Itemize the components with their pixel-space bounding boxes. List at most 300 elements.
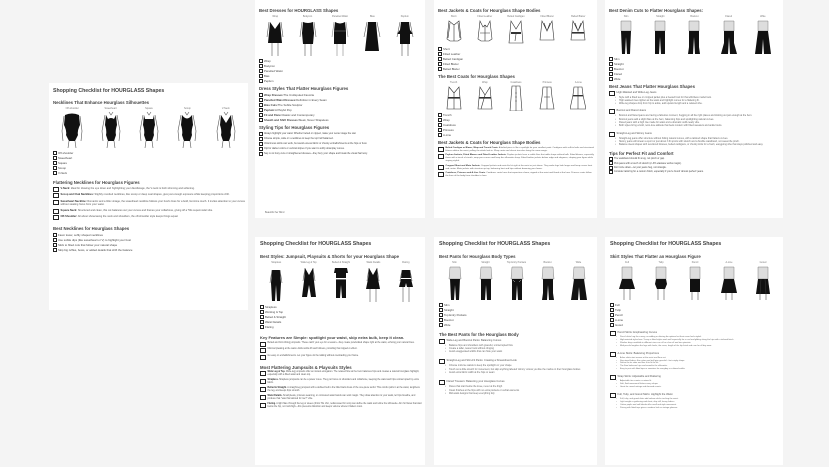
checkbox[interactable] xyxy=(259,108,263,112)
checklist-item[interactable]: Go easy on embellishments. Let your figure do the talking without overloading your frame. xyxy=(260,355,422,360)
checklist-item[interactable]: Waist Details xyxy=(260,319,422,324)
checklist-item[interactable]: Slim xyxy=(609,56,780,61)
checklist-item[interactable]: Minimal pleating at the waist. Adds subtle lift and fullness, providing that nipped-in effect. xyxy=(260,348,422,353)
checkbox[interactable] xyxy=(609,166,613,170)
figure-coatdress: Coatdress xyxy=(500,81,531,111)
checkbox[interactable] xyxy=(260,403,266,408)
checklist-item[interactable]: Flared Trousers: Balancing your Hourglass Curves xyxy=(439,380,594,385)
section-heading: Flattering Necklines for Hourglass Figures xyxy=(53,180,140,185)
checkbox[interactable] xyxy=(259,64,263,68)
bullet: • Balance hips and shoulders with graceful, uninterrupted flow xyxy=(439,344,594,347)
pants-figure-row xyxy=(439,261,594,301)
page-title: Shopping Checklist for HOURGLASS Shapes xyxy=(53,88,165,94)
checkbox[interactable] xyxy=(438,57,442,61)
checklist-item[interactable]: Wrap xyxy=(259,58,421,63)
checkbox[interactable] xyxy=(438,52,442,56)
coat-figure-row xyxy=(438,81,594,111)
page-denim xyxy=(605,0,783,218)
figure-wrap-dress: Wrap xyxy=(259,15,291,57)
checklist-item[interactable]: Wide xyxy=(609,76,780,81)
figure-flared-jeans: Flared xyxy=(712,15,746,55)
page-title: Shopping Checklist for HOURGLASS Shapes xyxy=(260,241,372,247)
checkbox[interactable] xyxy=(259,152,263,156)
section-heading: Best Denim Cuts to Flatter Hourglass Shapes: xyxy=(609,8,704,13)
figure-v-neck: V-Neck xyxy=(207,107,245,149)
bullet: • Cotton poplin and soft blends offer swell and style movement. xyxy=(610,404,780,407)
pants-icon xyxy=(508,265,526,301)
figure-straight-jeans: Straight xyxy=(643,15,677,55)
page-pants xyxy=(434,237,597,465)
checklist-item[interactable]: Princess xyxy=(438,127,594,132)
checkbox[interactable] xyxy=(438,172,444,177)
checklist-item[interactable]: Belted Cardigan or Blazer, Wrap and Trench Coats. A belted piece is like a spotlight for your smallest point. Cardigans with self-tie belts and structured blazers define the waist, pulling the whole look in. Wrap coats and classic trenches bring the same magic. xyxy=(438,147,594,153)
checklist-item[interactable]: Belted & Straight xyxy=(260,314,422,319)
checklist-item[interactable]: Bootcut xyxy=(439,317,594,322)
dress-tips xyxy=(259,131,421,156)
section-heading: Styling Tips for Hourglass Figures xyxy=(259,125,330,130)
dress-icon xyxy=(266,19,284,57)
bullet: • Balance sleek shapes with oversized blouses, belted cardigans, or chunky knits for a fresh, easygoing vibe that stays polished and easy. xyxy=(609,143,780,146)
checkbox[interactable] xyxy=(260,379,266,384)
checkbox[interactable] xyxy=(260,325,264,329)
figure-full-skirt: Full xyxy=(610,261,644,301)
page-skirts xyxy=(605,237,783,465)
checklist-item[interactable]: Straight xyxy=(439,307,594,312)
neckline-checklist xyxy=(53,150,245,175)
checklist-item[interactable]: Stick to fitted cuts that follow your natural shape xyxy=(53,242,245,247)
page-title: Shopping Checklist for HOURGLASS Shapes xyxy=(610,241,722,247)
checklist-item[interactable]: Short xyxy=(438,46,594,51)
checklist-item[interactable]: Panelled Waist Dresses: Definition in Every Seam xyxy=(259,97,421,102)
jacket-figure-row xyxy=(438,15,594,45)
checkbox[interactable] xyxy=(53,151,57,155)
jacket-icon xyxy=(570,19,586,45)
checklist-item[interactable]: Bias xyxy=(259,73,421,78)
checklist-item[interactable]: Waist Details. Small pleats, princess seaming, or contoured waist bands can work magic. They draw attention to your waist, let hips breathe, and produce that "was this tailored for me?" vibe. xyxy=(260,395,422,401)
section-heading: Skirt Styles That Flatter an Hourglass Figure xyxy=(610,254,701,259)
figure-top-entry-pockets-pants: Top Entry Pockets xyxy=(501,261,532,301)
checkbox[interactable] xyxy=(438,47,442,51)
checkbox[interactable] xyxy=(259,147,263,151)
checklist-item[interactable]: Sweetheart Neckline: Romantic and a little vintage, the sweetheart neckline follows your bust's lines for a bold, feminine touch. It invites attention to your curves without stealing focus from your waist. xyxy=(53,200,245,207)
checklist-item[interactable]: Say no to boxy cuts or straightened dresses—they bury your shape and break the visual harmony. xyxy=(259,151,421,156)
checkbox[interactable] xyxy=(53,209,59,214)
checklist-item[interactable]: V-Neck xyxy=(53,170,245,175)
checklist-item[interactable]: Don't size down—let your jeans hug, not strangle. xyxy=(609,165,780,169)
pants-checklist xyxy=(439,302,594,327)
checkbox[interactable] xyxy=(609,170,613,174)
page-necklines xyxy=(49,83,248,310)
figure-belted-blazer: Belted Blazer xyxy=(563,15,594,45)
checklist-item[interactable]: Cropped Short and Moto Jackets. Cropped jackets and moto fits hit right at the waist or just above. They make legs look longer and keep curves front and center. Moto jackets with structure up top, balancing bust and hips without drowning your frame. xyxy=(438,165,594,171)
checklist-item[interactable]: Bootcut and Flared Jeans xyxy=(609,109,780,114)
bullet: • Flares that start below the knee, never at the thigh xyxy=(439,385,594,388)
section-heading: Dress Styles That Flatter Hourglass Figures xyxy=(259,86,349,91)
bodysuit-icon xyxy=(100,111,122,149)
bullet: • Pairing with fitted tops gives a modern look or vintage glamour. xyxy=(610,407,780,410)
bullet: • Bootcut jeans add a slight flare at the hem, balancing hips and spotlighting natural curves. xyxy=(609,118,780,121)
checkbox[interactable] xyxy=(439,313,443,317)
checkbox[interactable] xyxy=(438,113,442,117)
checkbox[interactable] xyxy=(259,142,263,146)
checkbox[interactable] xyxy=(260,355,266,360)
checklist-item[interactable]: Coatdress, Princess and A-Line Coats. Coatdress coats have that equestrian charm, nipped at the waist and flared at the hem. Princess coats follow the lines of the body from shoulder to hem. xyxy=(438,172,594,178)
checkbox[interactable] xyxy=(259,137,263,141)
bullet: • The flare balances hips and smooths the silhouette. xyxy=(610,365,780,368)
checkbox[interactable] xyxy=(610,323,614,327)
section-heading: Best Dresses for HOURGLASS Shapes xyxy=(259,8,339,13)
checkbox[interactable] xyxy=(439,323,443,327)
checklist-item[interactable]: Square Neck: Structured and clean, this cut balances out your curves and frames your collarbone, giving off a '50s supermodel vibe. xyxy=(53,209,245,214)
checklist-item[interactable]: High-Waisted and Wide-Leg Jeans xyxy=(609,91,780,96)
checkbox[interactable] xyxy=(53,171,57,175)
figure-fitted-leather-jacket: Fitted Leather xyxy=(469,15,500,45)
section-heading: Most Flattering Jumpsuits & Playsuits Styles xyxy=(260,364,352,370)
checkbox[interactable] xyxy=(609,67,613,71)
jacket-icon xyxy=(446,19,462,45)
checkbox[interactable] xyxy=(438,62,442,66)
checkbox[interactable] xyxy=(438,133,442,137)
checkbox[interactable] xyxy=(259,59,263,63)
figure-bootcut-pants: Bootcut xyxy=(532,261,563,301)
jeans-icon xyxy=(754,19,772,55)
bodysuit-icon xyxy=(176,111,198,149)
jacket-icon xyxy=(508,19,524,45)
figure-bootcut-jeans: Bootcut xyxy=(677,15,711,55)
checkbox[interactable] xyxy=(609,62,613,66)
skirt-checklist xyxy=(610,302,780,327)
checklist-item[interactable]: Wrap xyxy=(438,117,594,122)
dress-icon xyxy=(396,19,414,57)
section-heading: Key Features are Simple: spotlight your waist, skip extra bulk, keep it clean. xyxy=(260,335,405,340)
checkbox[interactable] xyxy=(259,103,263,107)
checklist-item[interactable]: Straight xyxy=(609,61,780,66)
bullet: • Clean finishes at the hips with no extra pockets or verbal elements xyxy=(439,389,594,392)
figure-bodycon-dress: Bodycon xyxy=(291,15,323,57)
bullet: • Touch out a little stretch for movement, but skip anything labeled 'skinny' unless you like the marks on their hourglass bodies xyxy=(439,368,594,371)
checkbox[interactable] xyxy=(260,320,264,324)
checklist-item[interactable]: Fitted Blazer xyxy=(438,61,594,66)
checklist-item[interactable]: Straight-Leg and Slim-Fit Pants: Creating a Streamlined Look xyxy=(439,359,594,364)
checklist-item[interactable]: Skip big ruffles, bows, or added details that shift the balance xyxy=(53,247,245,252)
checklist-item[interactable]: Coatdress xyxy=(438,122,594,127)
checkbox[interactable] xyxy=(260,387,266,392)
checkbox[interactable] xyxy=(53,243,57,247)
checklist-item[interactable]: Sweetheart xyxy=(53,155,245,160)
jeans-icon xyxy=(685,19,703,55)
figure-waist-details-playsuit: Waist Details xyxy=(357,261,389,303)
checkbox[interactable] xyxy=(53,193,59,198)
checklist-item[interactable]: Slim xyxy=(439,302,594,307)
checkbox[interactable] xyxy=(609,161,613,165)
section-heading: Best Jackets & Coats for Hourglass Shape Bodies xyxy=(438,8,541,13)
denim-figure-row xyxy=(609,15,780,55)
checklist-item[interactable]: Wrap Dresses: The Undisputed Favorite xyxy=(259,92,421,97)
pants-icon xyxy=(570,265,588,301)
checkbox[interactable] xyxy=(438,165,444,170)
bullet: • Skinny jeans will stream a sport or just about 3 fit sports with stretch and a flexible waistband, not sweat the pinch. xyxy=(609,140,780,143)
figure-tulip-skirt: Tulip xyxy=(644,261,678,301)
bullet: • Full, tulip, and gored skirts add volume while cinching the waist. xyxy=(610,398,780,401)
bullet: • Define the tie sitter and fine fit to fit the hit. xyxy=(610,362,780,365)
checklist-item[interactable]: Fit and Flare: Classic and Contemporary xyxy=(259,112,421,117)
checklist-item[interactable]: Bias Cuts: The Subtle Sculptor xyxy=(259,102,421,107)
checklist-item[interactable]: Fitted Leather xyxy=(438,51,594,56)
checkbox[interactable] xyxy=(438,67,442,71)
checkbox[interactable] xyxy=(610,318,614,322)
checklist-item[interactable]: Full, Tulip, and Gored Skirts: Highlight the Waist xyxy=(610,393,780,398)
figure-scoop: Scoop xyxy=(168,107,206,149)
checklist-item[interactable]: Peplum: A Playful Pop xyxy=(259,107,421,112)
checkbox[interactable] xyxy=(260,348,266,353)
figure-trench-coat: Trench xyxy=(438,81,469,111)
checklist-item[interactable]: Trench xyxy=(438,112,594,117)
checklist-item[interactable]: Belted and form-fitting jumpsuits. These catch your eye for a reason—they create purebodied shape right at the waist, echoing your natural lines. xyxy=(260,342,422,347)
checklist-item[interactable]: Flaring. A light flare through the leg or sleeve (think 70s chic, rediscussed for now) can define the waist and refine the silhouette. Aim for flares that start below the hip, not mid-thigh—this prevents distortion and keeps volume where it flatters most. xyxy=(260,403,422,409)
checklist-item[interactable]: Off-Shoulder: All about showcasing the neck and shoulders, the off-shoulder style keeps things equal. xyxy=(53,215,245,220)
coat-icon xyxy=(570,85,586,111)
checklist-item[interactable]: Straight-Leg and Skinny Jeans xyxy=(609,132,780,137)
dress-icon xyxy=(331,19,349,57)
checkbox[interactable] xyxy=(438,128,442,132)
figure-fitted-blazer: Fitted Blazer xyxy=(532,15,563,45)
checkbox[interactable] xyxy=(438,147,444,152)
checklist-item[interactable]: Working & Top xyxy=(260,309,422,314)
figure-pencil-skirt: Pencil xyxy=(678,261,712,301)
bodysuit-icon xyxy=(61,111,83,149)
checkbox[interactable] xyxy=(609,57,613,61)
checkbox[interactable] xyxy=(259,79,263,83)
checklist-item[interactable]: Use subtle dips (like sweetheart or V) to highlight your bust xyxy=(53,237,245,242)
skirt-icon xyxy=(720,265,738,301)
figure-wide-pants: Wide xyxy=(563,261,594,301)
checklist-item[interactable]: Belted Cardigan xyxy=(438,56,594,61)
jeans-icon xyxy=(617,19,635,55)
page-jackets xyxy=(434,0,597,218)
skirt-figure-row xyxy=(610,261,780,301)
bodysuit-icon xyxy=(138,111,160,149)
bullet: • Light weight or gathering work best; skip stiff, heavy fabrics. xyxy=(610,401,780,404)
coat-checklist xyxy=(438,112,594,137)
checkbox[interactable] xyxy=(53,233,57,237)
checklist-item[interactable]: Belted Blazer xyxy=(438,66,594,71)
checklist-item[interactable]: Choose simple, wide or v-necklines to keep the top half balanced. xyxy=(259,136,421,141)
skirt-icon xyxy=(618,265,636,301)
checklist-item[interactable]: Bodycon xyxy=(259,63,421,68)
figure-sweetheart: Sweetheart xyxy=(91,107,129,149)
denim-tips xyxy=(609,157,780,175)
checklist-item[interactable]: Bootcut xyxy=(609,66,780,71)
figure-belted-straight-jumpsuit: Belted & Straight xyxy=(325,261,357,303)
checklist-item[interactable]: Panelled Waist xyxy=(259,68,421,73)
checkbox[interactable] xyxy=(259,93,263,97)
checklist-item[interactable]: Wrap Skirts: Adjustable and Flattering xyxy=(610,375,780,380)
pants-icon xyxy=(477,265,495,301)
bullet: • Both styles bring a bold, retro-luxe attitude that feels modern with fitted sweaters and ankle boots. xyxy=(609,124,780,127)
bullet: • High-waisted rises tighten at the waist and highlight curves for a flattering fit. xyxy=(609,99,780,102)
checklist-item[interactable]: Strapless. Strapless jumpsuits can be a power move. They put focus on shoulders and collarbone, keeping the waist and hips uninterrupted by extra fabric. xyxy=(260,379,422,385)
checklist-item[interactable]: Square xyxy=(53,160,245,165)
checklist-item[interactable]: Pencil xyxy=(610,312,780,317)
checkbox[interactable] xyxy=(259,69,263,73)
checkbox[interactable] xyxy=(609,77,613,81)
checklist-item[interactable]: Top Entry Pockets xyxy=(439,312,594,317)
checklist-item[interactable]: V-Neck: Ideal for drawing the eye down and highlighting your décolletage, the V-neck is both slimming and softening. xyxy=(53,187,245,192)
skirt-icon xyxy=(652,265,670,301)
neckline-figure-row xyxy=(53,107,245,149)
page-dresses xyxy=(255,0,425,218)
checklist-item[interactable]: A-Line Skirts: Balancing Proportions xyxy=(610,352,780,357)
figure-panelled-waist-dress: Panelled Waist xyxy=(324,15,356,57)
section-heading: The Best Pants for the Hourglass Body xyxy=(439,332,519,337)
figure-square: Square xyxy=(130,107,168,149)
checklist-item[interactable]: Flaring xyxy=(260,324,422,329)
checkbox[interactable] xyxy=(53,238,57,242)
figure-short-jacket: Short xyxy=(438,15,469,45)
checkbox[interactable] xyxy=(439,318,443,322)
bullet: • Avoid exaggerated widths that can hide your waist xyxy=(439,350,594,353)
checklist-item[interactable]: The waistband should fit snug, not pinch or gap. xyxy=(609,157,780,161)
figure-wrap-coat: Wrap xyxy=(469,81,500,111)
figure-bias-dress: Bias xyxy=(356,15,388,57)
bullet: • Straight-leg jeans offer structure without hiding natural curves, with a tailored shape that flatters curves. xyxy=(609,137,780,140)
page-footer: Beautiful her Mind xyxy=(265,211,285,214)
dress-styles xyxy=(259,92,421,122)
checklist-item[interactable]: Favor lower, softly shaped necklines xyxy=(53,232,245,237)
coat-icon xyxy=(446,85,462,111)
checklist-item[interactable]: Consider tailoring for a custom finish, especially if you're found 'almost perfect' jeans. xyxy=(609,170,780,174)
checklist-item[interactable]: A-Line xyxy=(610,317,780,322)
checklist-item[interactable]: Sheath and Shift Dresses: Sleek, Never Shapeless xyxy=(259,117,421,122)
checkbox[interactable] xyxy=(439,308,443,312)
checklist-item[interactable]: Full xyxy=(610,302,780,307)
checkbox[interactable] xyxy=(610,303,614,307)
dress-checklist xyxy=(259,58,421,83)
bullet: • Style with a fitted tee or cropped jacket plus a heeled boot for that effortless model look. xyxy=(609,96,780,99)
section-heading: Best Necklines for Hourglass Shapes xyxy=(53,226,130,232)
checkbox[interactable] xyxy=(259,118,263,122)
checklist-item[interactable]: Peplum Jackets, Fitted Blazers and Fitted Leather Jackets. Peplum jackets have a subtle flare that adds shape without bulk. Fitted blazers, especially those with a touch of stretch, wrap your curves and keep the silhouette sharp. Fitted leather jackets deliver edge and elegance, shaping your figure while staying stylish. xyxy=(438,154,594,163)
figure-princess-coat: Princess xyxy=(532,81,563,111)
checkbox[interactable] xyxy=(259,74,263,78)
figure-a-line-coat: A-Line xyxy=(563,81,594,111)
figure-slim-jeans: Slim xyxy=(609,15,643,55)
jeans-icon xyxy=(651,19,669,55)
checkbox[interactable] xyxy=(260,315,264,319)
checkbox[interactable] xyxy=(53,166,57,170)
section-heading: Best Jackets & Coats for Hourglass Shape Bodies xyxy=(438,140,541,145)
bullet: • Adjustable ties create a custom fit. xyxy=(610,380,780,383)
section-heading: Necklines That Enhance Hourglass Silhouettes xyxy=(53,100,149,105)
checkbox[interactable] xyxy=(259,113,263,117)
checkbox[interactable] xyxy=(610,308,614,312)
bullet: • Easy to pair with fitted tops or sweaters for everyday or cultured outfits. xyxy=(610,368,780,371)
jeans-icon xyxy=(720,19,738,55)
checkbox[interactable] xyxy=(53,161,57,165)
checklist-item[interactable]: Pencil Skirts: Emphasizing Curves xyxy=(610,331,780,336)
skirt-icon xyxy=(754,265,772,301)
checklist-item[interactable]: Always highlight your waist: Whether belted or nipped, make your center stage the star. xyxy=(259,131,421,136)
checklist-item[interactable]: Tulip xyxy=(610,307,780,312)
checkbox[interactable] xyxy=(438,118,442,122)
figure-flaring-shorts: Flaring xyxy=(390,261,422,303)
figure-gored-skirt: Gored xyxy=(746,261,780,301)
jacket-icon xyxy=(539,19,555,45)
checklist-item[interactable]: Gored xyxy=(610,322,780,327)
checklist-item[interactable]: A-Line xyxy=(438,132,594,137)
jumpsuit-checklist xyxy=(260,304,422,329)
checklist-item[interactable]: Flared xyxy=(609,71,780,76)
checkbox[interactable] xyxy=(260,395,266,400)
bullet: • High-waisted styles bow: Tuesy or fitted styles work well especially for a cool and gliding along the hips with a tailored finish. xyxy=(610,339,780,342)
jumpsuit-icon xyxy=(267,265,285,303)
checklist-item[interactable]: Off-shoulder xyxy=(53,150,245,155)
checkbox[interactable] xyxy=(259,132,263,136)
checklist-item[interactable]: Wide Leg & Top. Wide-leg jumpsuits offer an instant elongation. The relaxed flow at the hem balances hips and creates a natural hourglass highlight, especially with a fitted waist and clean top. xyxy=(260,371,422,377)
checkbox[interactable] xyxy=(610,313,614,317)
coat-icon xyxy=(539,85,555,111)
jacket-checklist xyxy=(438,46,594,71)
bullet: • Slimline biuys available in different rises can sill on chan all and too sytesiate. xyxy=(610,342,780,345)
bullet: • Avoid extra fabric width at the hips or seam xyxy=(439,371,594,374)
checklist-item[interactable]: Wide xyxy=(439,322,594,327)
bullet: • Wide-leg shapes drop from hip to ankle, add upward length and a relaxed vibe. xyxy=(609,102,780,105)
checklist-item[interactable]: Wide-Leg and Bootcut Pants: Balancing Curves xyxy=(439,339,594,344)
bullet: • Flared jeans with a high rise made for waist and a dramatic outfit-ready vibe. xyxy=(609,121,780,124)
checkbox[interactable] xyxy=(53,200,59,205)
checklist-item[interactable]: Peplum xyxy=(259,78,421,83)
checkbox[interactable] xyxy=(439,303,443,307)
jacket-icon xyxy=(477,19,493,45)
checkbox[interactable] xyxy=(438,123,442,127)
bullet: • Create a taller, leaner look without clinging xyxy=(439,347,594,350)
checkbox[interactable] xyxy=(53,215,59,220)
bodysuit-icon xyxy=(215,111,237,149)
pants-icon xyxy=(539,265,557,301)
bullet: • Choose mid-rise waists to keep the spotlight on your shape xyxy=(439,364,594,367)
checkbox[interactable] xyxy=(260,305,264,309)
dress-icon xyxy=(299,19,317,57)
checklist-item[interactable]: Pick jeans with a touch of stretch (2–3% elastane works magic). xyxy=(609,161,780,165)
figure-wide-leg-top-jumpsuit: Wide leg & Top xyxy=(292,261,324,303)
checkbox[interactable] xyxy=(609,157,613,161)
section-heading: The Best Coats for Hourglass Shapes xyxy=(438,74,515,79)
figure-belted-cardigan: Belted Cardigan xyxy=(500,15,531,45)
checkbox[interactable] xyxy=(260,342,266,347)
checkbox[interactable] xyxy=(260,310,264,314)
checklist-item[interactable]: Voluminous skirts can work, but avoid excess fabric or chunky embellishments at the hips or bust. xyxy=(259,141,421,146)
playsuit-icon xyxy=(397,265,415,303)
checklist-item[interactable]: Strapless xyxy=(260,304,422,309)
checklist-item[interactable]: Scoop xyxy=(53,165,245,170)
checklist-item[interactable]: Scoop and Oval Necklines: Slightly rounded necklines, like scoop or deep oval shapes, give just enough exposure while keeping proportions chill. xyxy=(53,193,245,198)
pants-icon xyxy=(446,265,464,301)
checkbox[interactable] xyxy=(53,187,59,192)
checklist-item[interactable]: Belted & Straight. A straight-leg jumpsuit with a defined belt is the little black dress of the one-piece world. This combo pulls in at the waist, lengthens the leg, and keeps hips smooth. xyxy=(260,387,422,393)
section-heading: Best Jeans That Flatter Hourglass Shapes xyxy=(609,84,695,89)
bullet: • A-line skirts start narrow at the waist and flare out. xyxy=(610,357,780,360)
checkbox[interactable] xyxy=(438,154,444,159)
bullet: • Midi pencils lengthen the legs with heels; the cross, length of the hip finish and care for all day wear. xyxy=(610,345,780,348)
checkbox[interactable] xyxy=(53,156,57,160)
page-jumpsuits xyxy=(255,237,425,465)
checkbox[interactable] xyxy=(53,248,57,252)
checkbox[interactable] xyxy=(260,371,266,376)
checkbox[interactable] xyxy=(609,72,613,76)
checklist-item[interactable]: Opt for darker colors or vertical stripes if you want to softly downplay curves. xyxy=(259,146,421,151)
checkbox[interactable] xyxy=(259,98,263,102)
dress-icon xyxy=(363,19,381,57)
